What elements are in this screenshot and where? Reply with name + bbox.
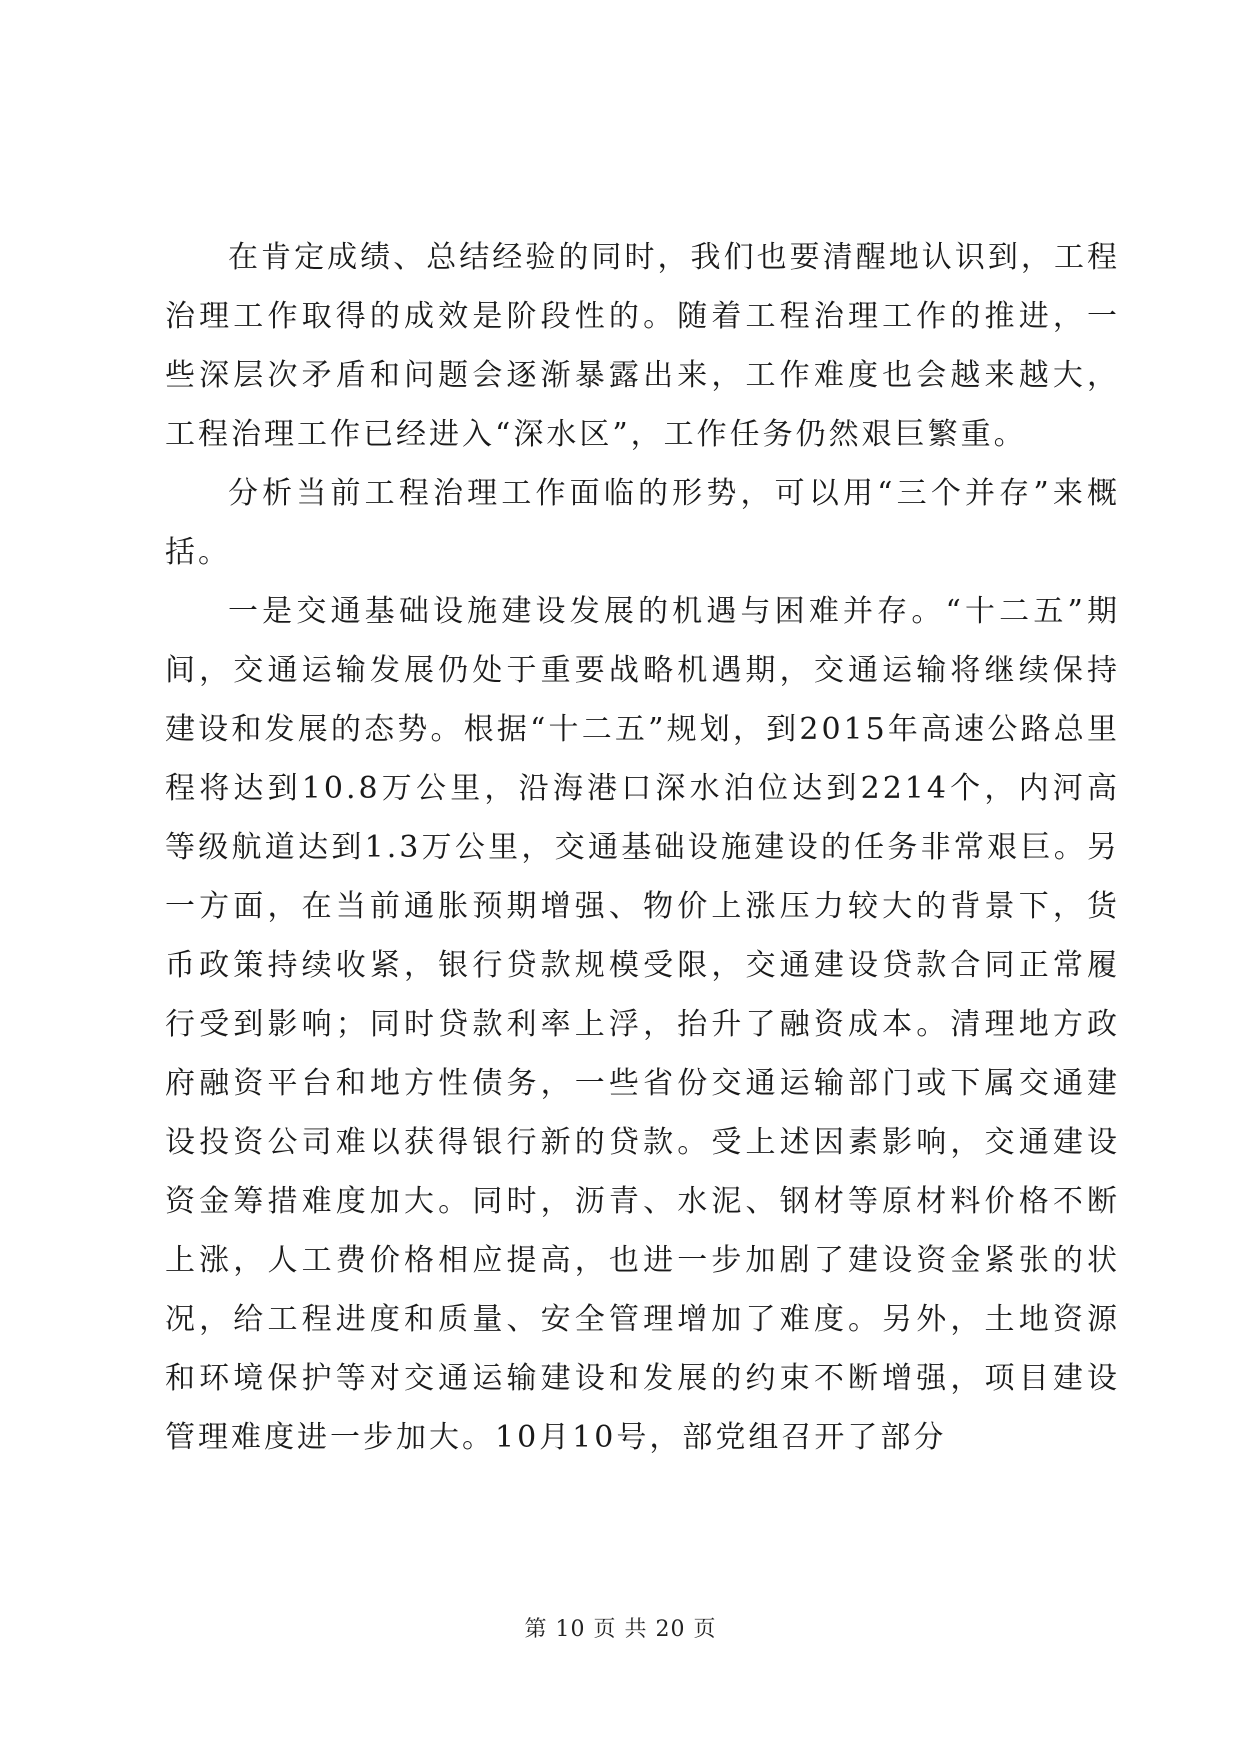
paragraph-3: 一是交通基础设施建设发展的机遇与困难并存。“十二五”期间，交通运输发展仍处于重要战略机遇期，交通运输将继续保持建设和发展的态势。根据“十二五”规划，到2015年高速公路总里程将达到10.8万公里，沿海港口深水泊位达到2214个，内河高等级航道达到1.3万公里，交通基础设施建设的任务非常艰巨。另一方面，在当前通胀预期增强、物价上涨压力较大的背景下，货币政策持续收紧，银行贷款规模受限，交通建设贷款合同正常履行受到影响；同时贷款利率上浮，抬升了融资成本。清理地方政府融资平台和地方性债务，一些省份交通运输部门或下属交通建设投资公司难以获得银行新的贷款。受上述因素影响，交通建设资金筹措难度加大。同时，沥青、水泥、钢材等原材料价格不断上涨，人工费价格相应提高，也进一步加剧了建设资金紧张的状况，给工程进度和质量、安全管理增加了难度。另外，土地资源和环境保护等对交通运输建设和发展的约束不断增强，项目建设管理难度进一步加大。10月10号，部党组召开了部分 — [165, 594, 1120, 1455]
document-body — [165, 228, 1120, 1467]
page-number-footer: 第 10 页 共 20 页 — [524, 1617, 717, 1642]
paragraph-2: 分析当前工程治理工作面临的形势，可以用“三个并存”来概括。 — [165, 476, 1120, 570]
paragraph-1: 在肯定成绩、总结经验的同时，我们也要清醒地认识到，工程治理工作取得的成效是阶段性的。随着工程治理工作的推进，一些深层次矛盾和问题会逐渐暴露出来，工作难度也会越来越大，工程治理工作已经进入“深水区”，工作任务仍然艰巨繁重。 — [165, 240, 1120, 452]
